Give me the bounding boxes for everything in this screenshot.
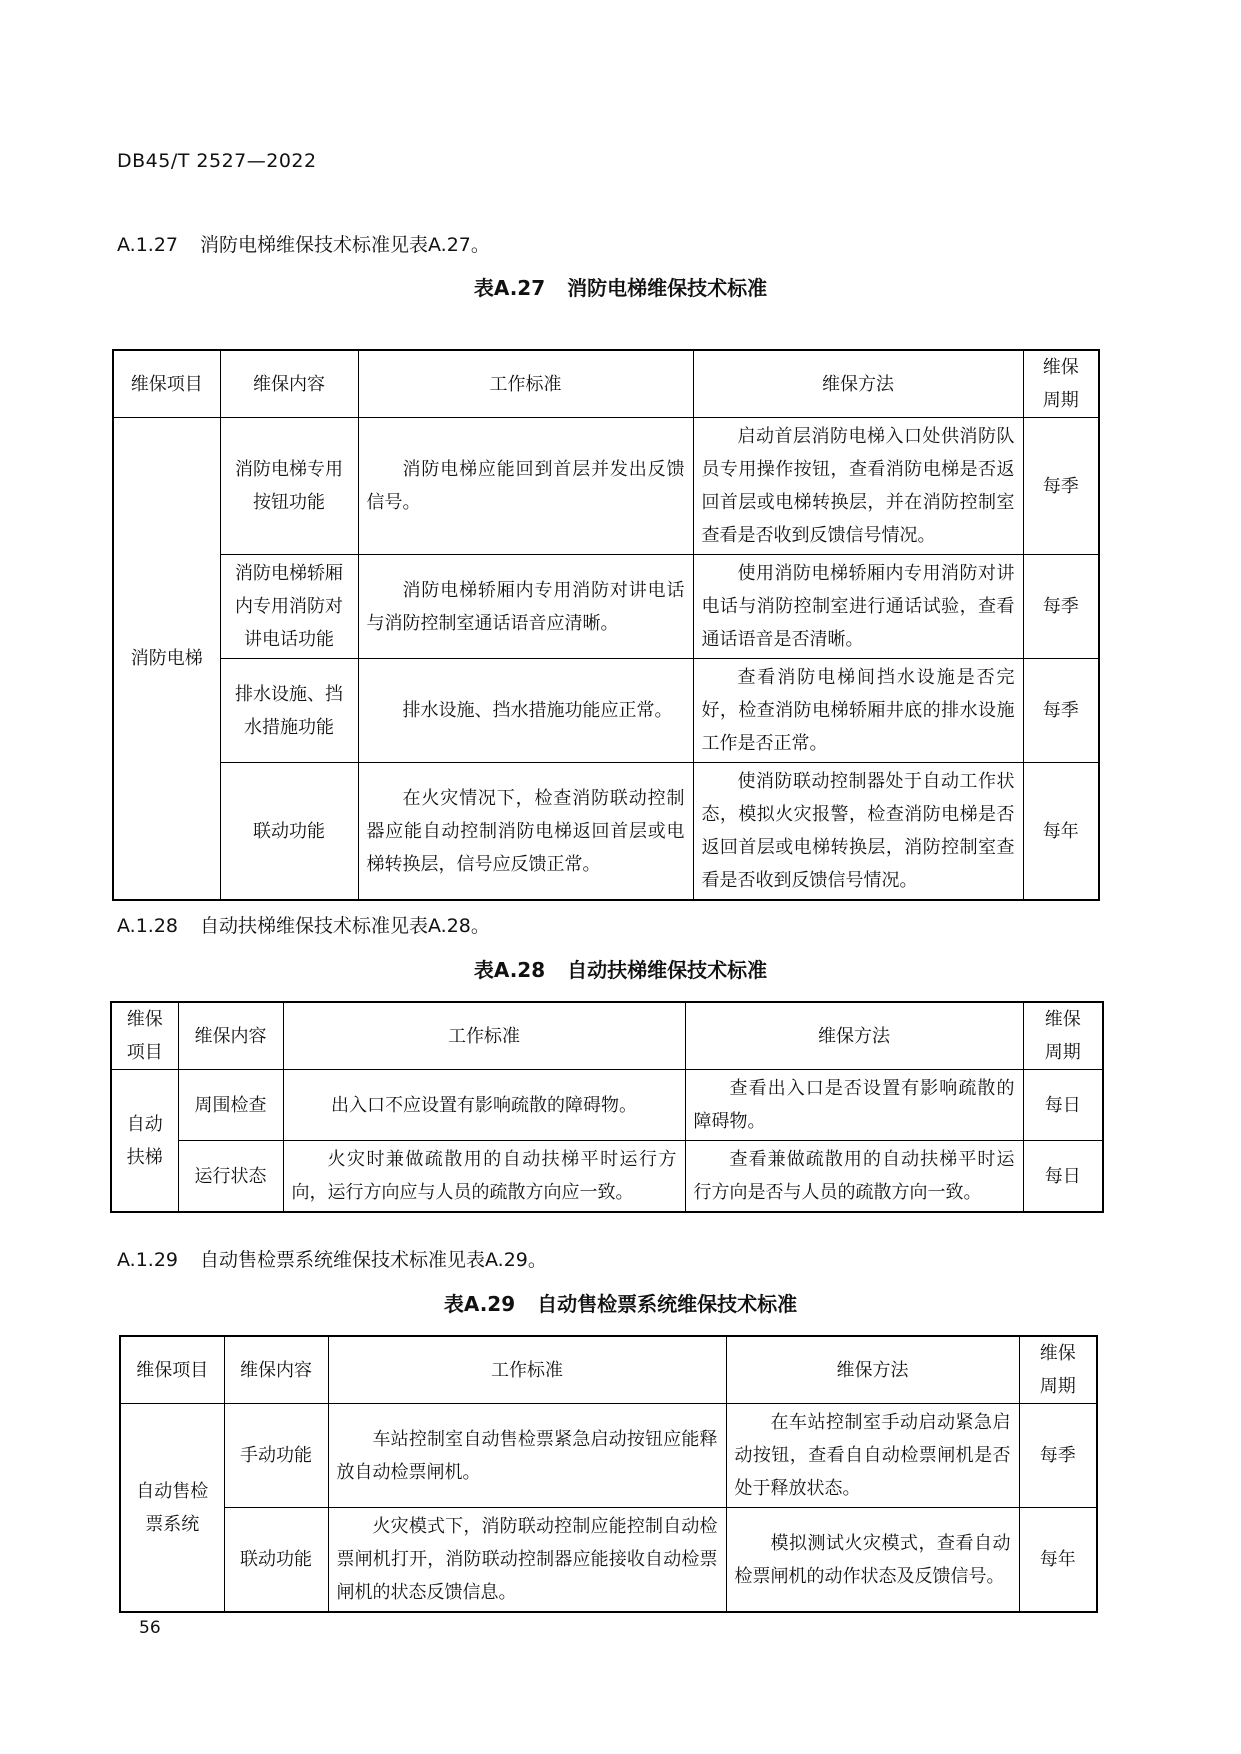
period-cell: 每日 — [1023, 1141, 1103, 1213]
method-cell: 使消防联动控制器处于自动工作状态，模拟火灾报警，检查消防电梯是否返回首层或电梯转换层，消防控制室查看是否收到反馈信号情况。 — [693, 763, 1023, 901]
content-cell: 消防电梯轿厢内专用消防对讲电话功能 — [220, 555, 358, 659]
table-number: 表A.29 — [443, 1292, 516, 1316]
table-row — [111, 1141, 1103, 1213]
table-row — [113, 763, 1099, 901]
header-item: 维保项目 — [120, 1336, 224, 1404]
clause-a-1-28 — [117, 911, 490, 938]
clause-text: 自动扶梯维保技术标准见表A.28。 — [200, 915, 490, 937]
period-cell: 每年 — [1019, 1508, 1097, 1613]
method-cell: 查看出入口是否设置有影响疏散的障碍物。 — [685, 1070, 1023, 1141]
method-cell: 查看兼做疏散用的自动扶梯平时运行方向是否与人员的疏散方向一致。 — [685, 1141, 1023, 1213]
period-cell: 每季 — [1023, 418, 1099, 555]
clause-number: A.1.29 — [117, 1249, 179, 1271]
method-cell: 在车站控制室手动启动紧急启动按钮，查看自自动检票闸机是否处于释放状态。 — [726, 1404, 1019, 1508]
table-a27 — [112, 349, 1100, 901]
header-period: 维保周期 — [1023, 1002, 1103, 1070]
method-cell: 启动首层消防电梯入口处供消防队员专用操作按钮，查看消防电梯是否返回首层或电梯转换层，并在消防控制室查看是否收到反馈信号情况。 — [693, 418, 1023, 555]
header-standard: 工作标准 — [328, 1336, 726, 1404]
standard-cell: 火灾时兼做疏散用的自动扶梯平时运行方向，运行方向应与人员的疏散方向应一致。 — [283, 1141, 685, 1213]
table-row — [113, 555, 1099, 659]
document-id: DB45/T 2527—2022 — [117, 150, 317, 172]
content-cell: 排水设施、挡水措施功能 — [220, 659, 358, 763]
table-header-row — [111, 1002, 1103, 1070]
table-title: 自动扶梯维保技术标准 — [567, 958, 768, 982]
clause-a-1-29 — [117, 1245, 547, 1272]
period-cell: 每季 — [1023, 555, 1099, 659]
standard-cell: 消防电梯应能回到首层并发出反馈信号。 — [358, 418, 693, 555]
method-cell: 模拟测试火灾模式，查看自动检票闸机的动作状态及反馈信号。 — [726, 1508, 1019, 1613]
content-cell: 联动功能 — [224, 1508, 328, 1613]
table-caption-a27 — [0, 272, 1241, 301]
table-row — [113, 659, 1099, 763]
header-content: 维保内容 — [178, 1002, 283, 1070]
table-row — [120, 1508, 1097, 1613]
table-title: 自动售检票系统维保技术标准 — [537, 1292, 798, 1316]
clause-a-1-27 — [117, 230, 490, 257]
table-number: 表A.27 — [473, 276, 546, 300]
item-cell: 自动扶梯 — [111, 1070, 178, 1213]
period-cell: 每季 — [1023, 659, 1099, 763]
table-number: 表A.28 — [473, 958, 546, 982]
table-a28 — [110, 1001, 1104, 1213]
header-item: 维保项目 — [113, 350, 220, 418]
header-period: 维保周期 — [1019, 1336, 1097, 1404]
table-header-row — [113, 350, 1099, 418]
header-method: 维保方法 — [685, 1002, 1023, 1070]
standard-cell: 在火灾情况下，检查消防联动控制器应能自动控制消防电梯返回首层或电梯转换层，信号应反馈正常。 — [358, 763, 693, 901]
content-cell: 消防电梯专用按钮功能 — [220, 418, 358, 555]
clause-number: A.1.27 — [117, 234, 179, 256]
table-caption-a29 — [0, 1288, 1241, 1317]
table-a29 — [119, 1335, 1098, 1613]
header-standard: 工作标准 — [358, 350, 693, 418]
header-period: 维保周期 — [1023, 350, 1099, 418]
header-method: 维保方法 — [693, 350, 1023, 418]
clause-number: A.1.28 — [117, 915, 179, 937]
clause-text: 自动售检票系统维保技术标准见表A.29。 — [200, 1249, 547, 1271]
standard-cell: 车站控制室自动售检票紧急启动按钮应能释放自动检票闸机。 — [328, 1404, 726, 1508]
method-cell: 查看消防电梯间挡水设施是否完好，检查消防电梯轿厢井底的排水设施工作是否正常。 — [693, 659, 1023, 763]
header-item: 维保项目 — [111, 1002, 178, 1070]
header-content: 维保内容 — [224, 1336, 328, 1404]
table-caption-a28 — [0, 954, 1241, 983]
header-method: 维保方法 — [726, 1336, 1019, 1404]
period-cell: 每日 — [1023, 1070, 1103, 1141]
item-cell: 自动售检票系统 — [120, 1404, 224, 1613]
page-number: 56 — [139, 1618, 161, 1638]
standard-cell: 消防电梯轿厢内专用消防对讲电话与消防控制室通话语音应清晰。 — [358, 555, 693, 659]
table-title: 消防电梯维保技术标准 — [567, 276, 768, 300]
content-cell: 联动功能 — [220, 763, 358, 901]
standard-cell: 火灾模式下，消防联动控制应能控制自动检票闸机打开，消防联动控制器应能接收自动检票闸机的状态反馈信息。 — [328, 1508, 726, 1613]
standard-cell: 出入口不应设置有影响疏散的障碍物。 — [283, 1070, 685, 1141]
clause-text: 消防电梯维保技术标准见表A.27。 — [200, 234, 490, 256]
period-cell: 每年 — [1023, 763, 1099, 901]
table-row — [113, 418, 1099, 555]
method-cell: 使用消防电梯轿厢内专用消防对讲电话与消防控制室进行通话试验，查看通话语音是否清晰。 — [693, 555, 1023, 659]
content-cell: 运行状态 — [178, 1141, 283, 1213]
header-standard: 工作标准 — [283, 1002, 685, 1070]
table-row — [111, 1070, 1103, 1141]
period-cell: 每季 — [1019, 1404, 1097, 1508]
table-row — [120, 1404, 1097, 1508]
standard-cell: 排水设施、挡水措施功能应正常。 — [358, 659, 693, 763]
content-cell: 手动功能 — [224, 1404, 328, 1508]
table-header-row — [120, 1336, 1097, 1404]
header-content: 维保内容 — [220, 350, 358, 418]
item-cell: 消防电梯 — [113, 418, 220, 901]
content-cell: 周围检查 — [178, 1070, 283, 1141]
